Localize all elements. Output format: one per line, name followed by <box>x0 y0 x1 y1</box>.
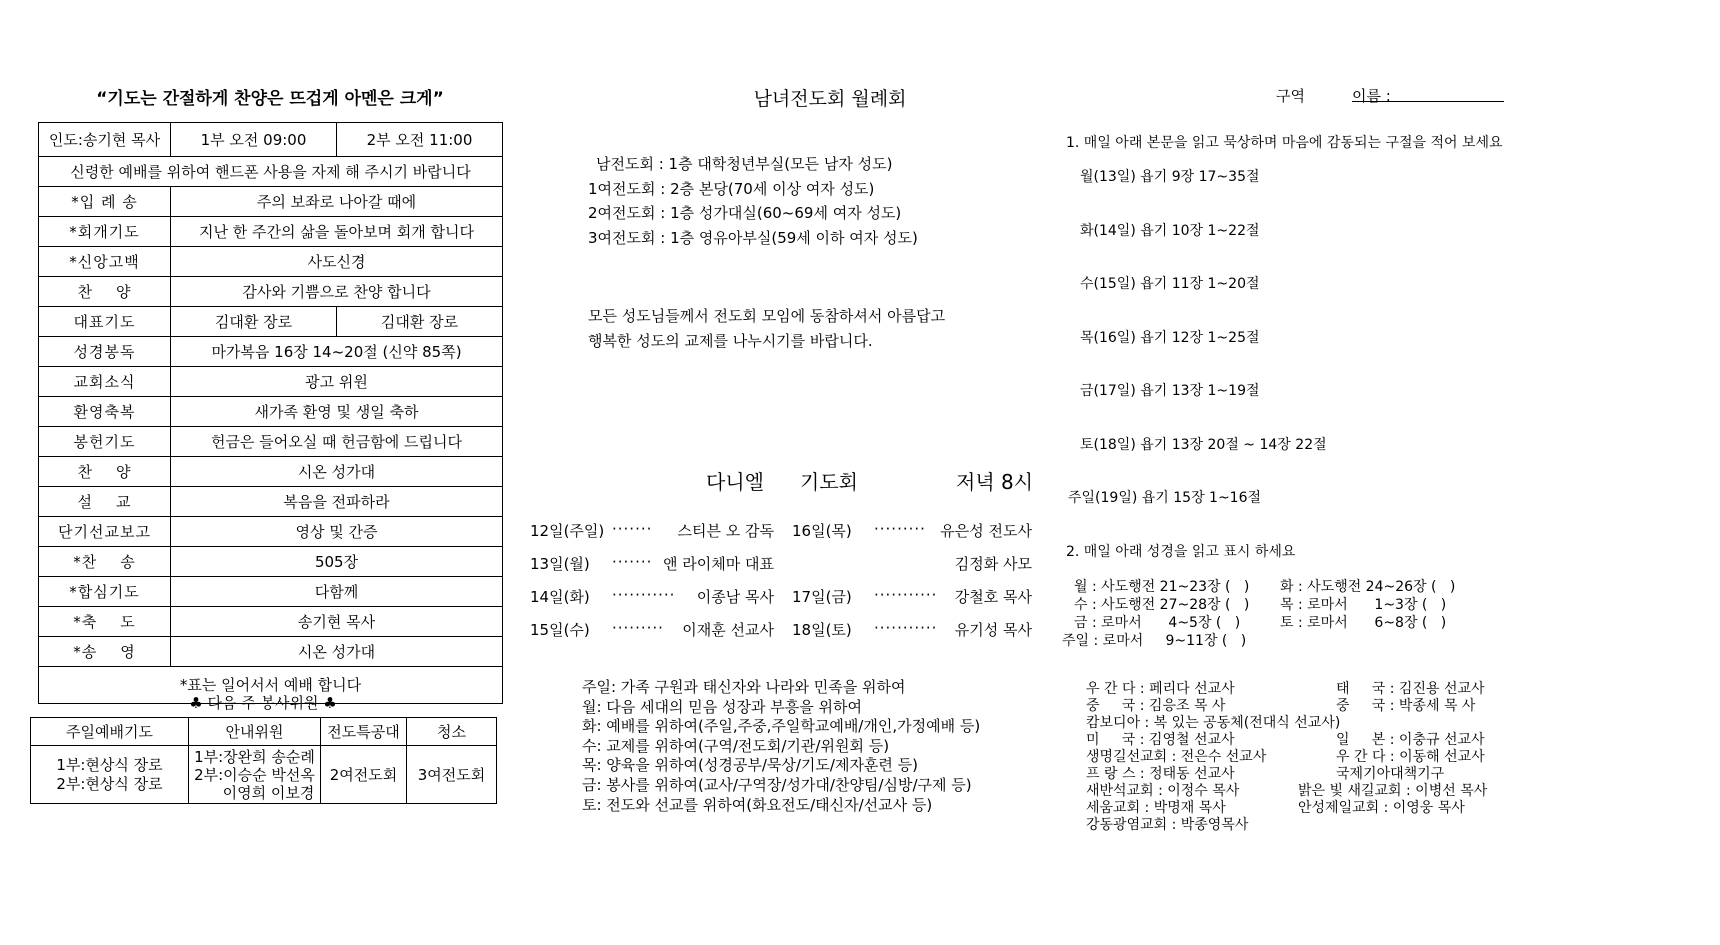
schedule-day: 13일(월) <box>530 555 590 573</box>
order-row <box>39 607 503 637</box>
prayer-topic: 목: 양육을 위하여(성경공부/묵상/기도/제자훈련 등) <box>582 756 919 775</box>
schedule-day: 18일(토) <box>792 621 852 639</box>
missionary-row <box>1086 746 1546 763</box>
order-value: 새가족 환영 및 생일 축하 <box>171 397 503 427</box>
schedule-name: 유은성 전도사 <box>940 522 1032 540</box>
schedule-dots: ··········· <box>874 619 938 637</box>
order-value: 사도신경 <box>171 247 503 277</box>
phone-notice: 신령한 예배를 위하여 핸드폰 사용을 자제 해 주시기 바랍니다 <box>39 157 503 187</box>
missionary-item: 생명길선교회 : 전은수 선교사 <box>1086 749 1267 765</box>
order-value: 505장 <box>171 547 503 577</box>
schedule-day: 14일(화) <box>530 588 590 606</box>
schedule-row <box>792 619 1032 652</box>
missionary-row <box>1086 814 1546 831</box>
schedule-row <box>792 520 1032 553</box>
order-label: 찬 양 <box>39 277 171 307</box>
schedule-name: 이재훈 선교사 <box>682 621 774 639</box>
order-value: 영상 및 간증 <box>171 517 503 547</box>
schedule-day: 12일(주일) <box>530 522 605 540</box>
order-row <box>39 577 503 607</box>
order-row <box>39 637 503 667</box>
order-row <box>39 217 503 247</box>
missionary-item: 중 국 : 김응조 목 사 <box>1086 698 1226 714</box>
question-2: 2. 매일 아래 성경을 읽고 표시 하세요 <box>1066 544 1296 560</box>
missionary-item: 밝은 빛 새길교회 : 이병선 목사 <box>1298 783 1488 799</box>
schedule-name: 스티븐 오 감독 <box>677 522 774 540</box>
schedule-dots: ········· <box>874 520 926 538</box>
missionary-row <box>1086 678 1546 695</box>
order-value-2: 김대환 장로 <box>337 307 503 337</box>
table-header-row <box>39 123 503 157</box>
order-label: *신앙고백 <box>39 247 171 277</box>
missionary-row <box>1086 729 1546 746</box>
reading-item: 수(15일) 욥기 11장 1~20절 <box>1080 276 1260 292</box>
cleaning-cell: 3여전도회 <box>407 746 497 804</box>
worship-order-table <box>38 122 503 704</box>
order-label: 설 교 <box>39 487 171 517</box>
prayer-topic: 금: 봉사를 위하여(교사/구역장/성가대/찬양팀/심방/구제 등) <box>582 775 972 794</box>
order-row <box>39 487 503 517</box>
checklist-item: 화 : 사도행전 24~26장 ( ) <box>1280 579 1456 595</box>
motto: “기도는 간절하게 찬양은 뜨겁게 아멘은 크게” <box>96 89 444 109</box>
schedule-day: 15일(수) <box>530 621 590 639</box>
schedule-row <box>792 586 1032 619</box>
schedule-name: 유기성 목사 <box>954 621 1032 639</box>
order-row <box>39 427 503 457</box>
reading-checklist <box>1062 576 1522 648</box>
order-label: *입 례 송 <box>39 187 171 217</box>
notice-row <box>39 157 503 187</box>
prayer-cell <box>31 746 189 804</box>
schedule-name: 이종남 목사 <box>696 588 774 606</box>
evangelism-cell: 2여전도회 <box>321 746 407 804</box>
missionary-item: 일 본 : 이충규 선교사 <box>1336 732 1485 748</box>
daniel-label: 기도회 <box>800 470 858 494</box>
missionary-item: 우 간 다 : 페리다 선교사 <box>1086 681 1235 697</box>
col-guides: 안내위원 <box>189 718 321 746</box>
schedule-row <box>792 553 1032 586</box>
order-value: 주의 보좌로 나아갈 때에 <box>171 187 503 217</box>
schedule-row <box>530 619 774 652</box>
order-label: 대표기도 <box>39 307 171 337</box>
service1-cell: 1부 오전 09:00 <box>171 123 337 157</box>
prayer-topic: 월: 다음 세대의 믿음 성장과 부흥을 위하여 <box>582 697 862 716</box>
order-label: *축 도 <box>39 607 171 637</box>
reading-item: 목(16일) 욥기 12장 1~25절 <box>1080 329 1260 346</box>
schedule-dots: ······· <box>612 553 653 571</box>
order-row <box>39 397 503 427</box>
order-value: 시온 성가대 <box>171 457 503 487</box>
checklist-item: 목 : 로마서 1~3장 ( ) <box>1280 597 1447 613</box>
invitation <box>588 304 945 354</box>
order-value: 다함께 <box>171 577 503 607</box>
reading-list <box>1068 166 1468 541</box>
missionary-item: 미 국 : 김영철 선교사 <box>1086 732 1235 748</box>
prayer-topic: 토: 전도와 선교를 위하여(화요전도/태신자/선교사 등) <box>582 795 933 814</box>
next-week-title: ♣ 다음 주 봉사위원 ♣ <box>189 694 337 712</box>
order-row <box>39 187 503 217</box>
order-label: 봉헌기도 <box>39 427 171 457</box>
schedule-name: 앤 라이체마 대표 <box>663 555 774 573</box>
schedule-day: 17일(금) <box>792 588 852 606</box>
order-value: 복음을 전파하라 <box>171 487 503 517</box>
meeting-title: 남녀전도회 월례회 <box>753 88 907 110</box>
order-label: 찬 양 <box>39 457 171 487</box>
checklist-row <box>1062 612 1522 630</box>
order-value: 광고 위원 <box>171 367 503 397</box>
service2-cell: 2부 오전 11:00 <box>337 123 503 157</box>
schedule-dots: ··········· <box>874 586 938 604</box>
standing-note: *표는 일어서서 예배 합니다 <box>39 667 503 704</box>
schedule-day: 16일(목) <box>792 522 852 540</box>
reading-item: 주일(19일) 욥기 15장 1~16절 <box>1068 490 1262 506</box>
volunteer-table <box>30 717 497 804</box>
guides-3: 이영희 이보경 <box>222 783 315 802</box>
meeting-item: 2여전도회 : 1층 성가대실(60~69세 여자 성도) <box>588 204 902 222</box>
order-value: 송기현 목사 <box>171 607 503 637</box>
missionary-item: 강동광염교회 : 박종영목사 <box>1086 817 1249 833</box>
daniel-time: 저녁 8시 <box>956 470 1034 494</box>
guides-2: 2부:이승순 박선옥 <box>194 765 315 784</box>
missionary-row <box>1086 763 1546 780</box>
checklist-item: 월 : 사도행전 21~23장 ( ) <box>1074 579 1250 595</box>
order-label: *찬 송 <box>39 547 171 577</box>
missionary-item: 태 국 : 김진용 선교사 <box>1336 681 1485 697</box>
order-value: 지난 한 주간의 삶을 돌아보며 회개 합니다 <box>171 217 503 247</box>
order-row <box>39 247 503 277</box>
order-label: 교회소식 <box>39 367 171 397</box>
col-evangelism: 전도특공대 <box>321 718 407 746</box>
reading-item: 토(18일) 욥기 13장 20절 ~ 14장 22절 <box>1080 436 1327 453</box>
guides-1: 1부:장완희 송순례 <box>194 747 315 766</box>
schedule-dots: ··········· <box>612 586 676 604</box>
order-value: 시온 성가대 <box>171 637 503 667</box>
order-label: *합심기도 <box>39 577 171 607</box>
order-row <box>39 547 503 577</box>
schedule-dots: ········· <box>612 619 664 637</box>
order-label: *회개기도 <box>39 217 171 247</box>
order-label: 환영축복 <box>39 397 171 427</box>
name-underline <box>1352 101 1504 102</box>
missionary-item: 안성제일교회 : 이영웅 목사 <box>1298 800 1465 816</box>
guides-cell <box>189 746 321 804</box>
order-row <box>39 307 503 337</box>
schedule-row <box>530 586 774 619</box>
order-value: 감사와 기쁨으로 찬양 합니다 <box>171 277 503 307</box>
reading-item: 화(14일) 욥기 10장 1~22절 <box>1080 222 1260 239</box>
volunteer-header-row <box>31 718 497 746</box>
col-prayer: 주일예배기도 <box>31 718 189 746</box>
district-label: 구역 <box>1276 87 1305 105</box>
leader-cell: 인도:송기현 목사 <box>39 123 171 157</box>
missionary-item: 새반석교회 : 이정수 목사 <box>1086 783 1240 799</box>
daniel-schedule-left <box>530 520 774 652</box>
meeting-list <box>588 152 918 250</box>
reading-item: 월(13일) 욥기 9장 17~35절 <box>1080 169 1260 185</box>
prayer-topic: 주일: 가족 구원과 태신자와 나라와 민족을 위하여 <box>582 678 906 696</box>
prayer-topic: 수: 교제를 위하여(구역/전도회/기관/위원회 등) <box>582 736 890 755</box>
order-row <box>39 517 503 547</box>
schedule-row <box>530 520 774 553</box>
checklist-item: 주일 : 로마서 9~11장 ( ) <box>1062 633 1247 649</box>
order-row <box>39 337 503 367</box>
checklist-item: 금 : 로마서 4~5장 ( ) <box>1074 615 1241 631</box>
schedule-row <box>530 553 774 586</box>
missionary-row <box>1086 712 1546 729</box>
schedule-dots: ······· <box>612 520 653 538</box>
meeting-item: 1여전도회 : 2층 본당(70세 이상 여자 성도) <box>588 179 875 198</box>
order-row <box>39 277 503 307</box>
order-label: 단기선교보고 <box>39 517 171 547</box>
checklist-row <box>1062 630 1522 648</box>
order-value: 김대환 장로 <box>171 307 337 337</box>
col-cleaning: 청소 <box>407 718 497 746</box>
meeting-item: 3여전도회 : 1층 영유아부실(59세 이하 여자 성도) <box>588 228 918 247</box>
checklist-row <box>1062 594 1522 612</box>
checklist-item: 토 : 로마서 6~8장 ( ) <box>1280 615 1447 631</box>
schedule-name: 강철호 목사 <box>954 588 1032 606</box>
order-row <box>39 457 503 487</box>
invite-line: 모든 성도님들께서 전도회 모임에 동참하셔서 아름답고 <box>588 307 946 325</box>
order-value: 헌금은 들어오실 때 헌금함에 드립니다 <box>171 427 503 457</box>
order-row <box>39 367 503 397</box>
missionary-row <box>1086 797 1546 814</box>
missionary-item: 국제기아대책기구 <box>1336 766 1445 782</box>
missionary-item: 세움교회 : 박명재 목사 <box>1086 800 1226 816</box>
prayer-1: 1부:현상식 장로 <box>56 755 163 774</box>
volunteer-row <box>31 746 497 804</box>
name-label: 이름 : <box>1352 87 1391 105</box>
checklist-row <box>1062 576 1522 594</box>
reading-item: 금(17일) 욥기 13장 1~19절 <box>1080 383 1260 399</box>
missionary-row <box>1086 780 1546 797</box>
missionary-list <box>1086 678 1546 831</box>
schedule-name: 김정화 사모 <box>954 555 1032 573</box>
order-value: 마가복음 16장 14~20절 (신약 85쪽) <box>171 337 503 367</box>
prayer-2: 2부:현상식 장로 <box>56 774 163 793</box>
daniel-name: 다니엘 <box>706 470 764 494</box>
question-1: 1. 매일 아래 본문을 읽고 묵상하며 마음에 감동되는 구절을 적어 보세요 <box>1066 135 1503 151</box>
invite-line: 행복한 성도의 교제를 나누시기를 바랍니다. <box>588 332 873 350</box>
missionary-item: 우 간 다 : 이동해 선교사 <box>1336 749 1485 765</box>
missionary-item: 프 랑 스 : 정태동 선교사 <box>1086 766 1235 782</box>
order-label: *송 영 <box>39 637 171 667</box>
missionary-item: 중 국 : 박종세 목 사 <box>1336 698 1476 714</box>
daniel-schedule-right <box>792 520 1032 652</box>
checklist-item: 수 : 사도행전 27~28장 ( ) <box>1074 597 1250 613</box>
prayer-topics <box>582 678 980 815</box>
prayer-topic: 화: 예배를 위하여(주일,주중,주일학교예배/개인,가정예배 등) <box>582 717 981 736</box>
missionary-item: 캄보디아 : 복 있는 공동체(전대식 선교사) <box>1086 715 1341 731</box>
order-label: 성경봉독 <box>39 337 171 367</box>
meeting-item: 남전도회 : 1층 대학청년부실(모든 남자 성도) <box>596 155 893 173</box>
missionary-row <box>1086 695 1546 712</box>
